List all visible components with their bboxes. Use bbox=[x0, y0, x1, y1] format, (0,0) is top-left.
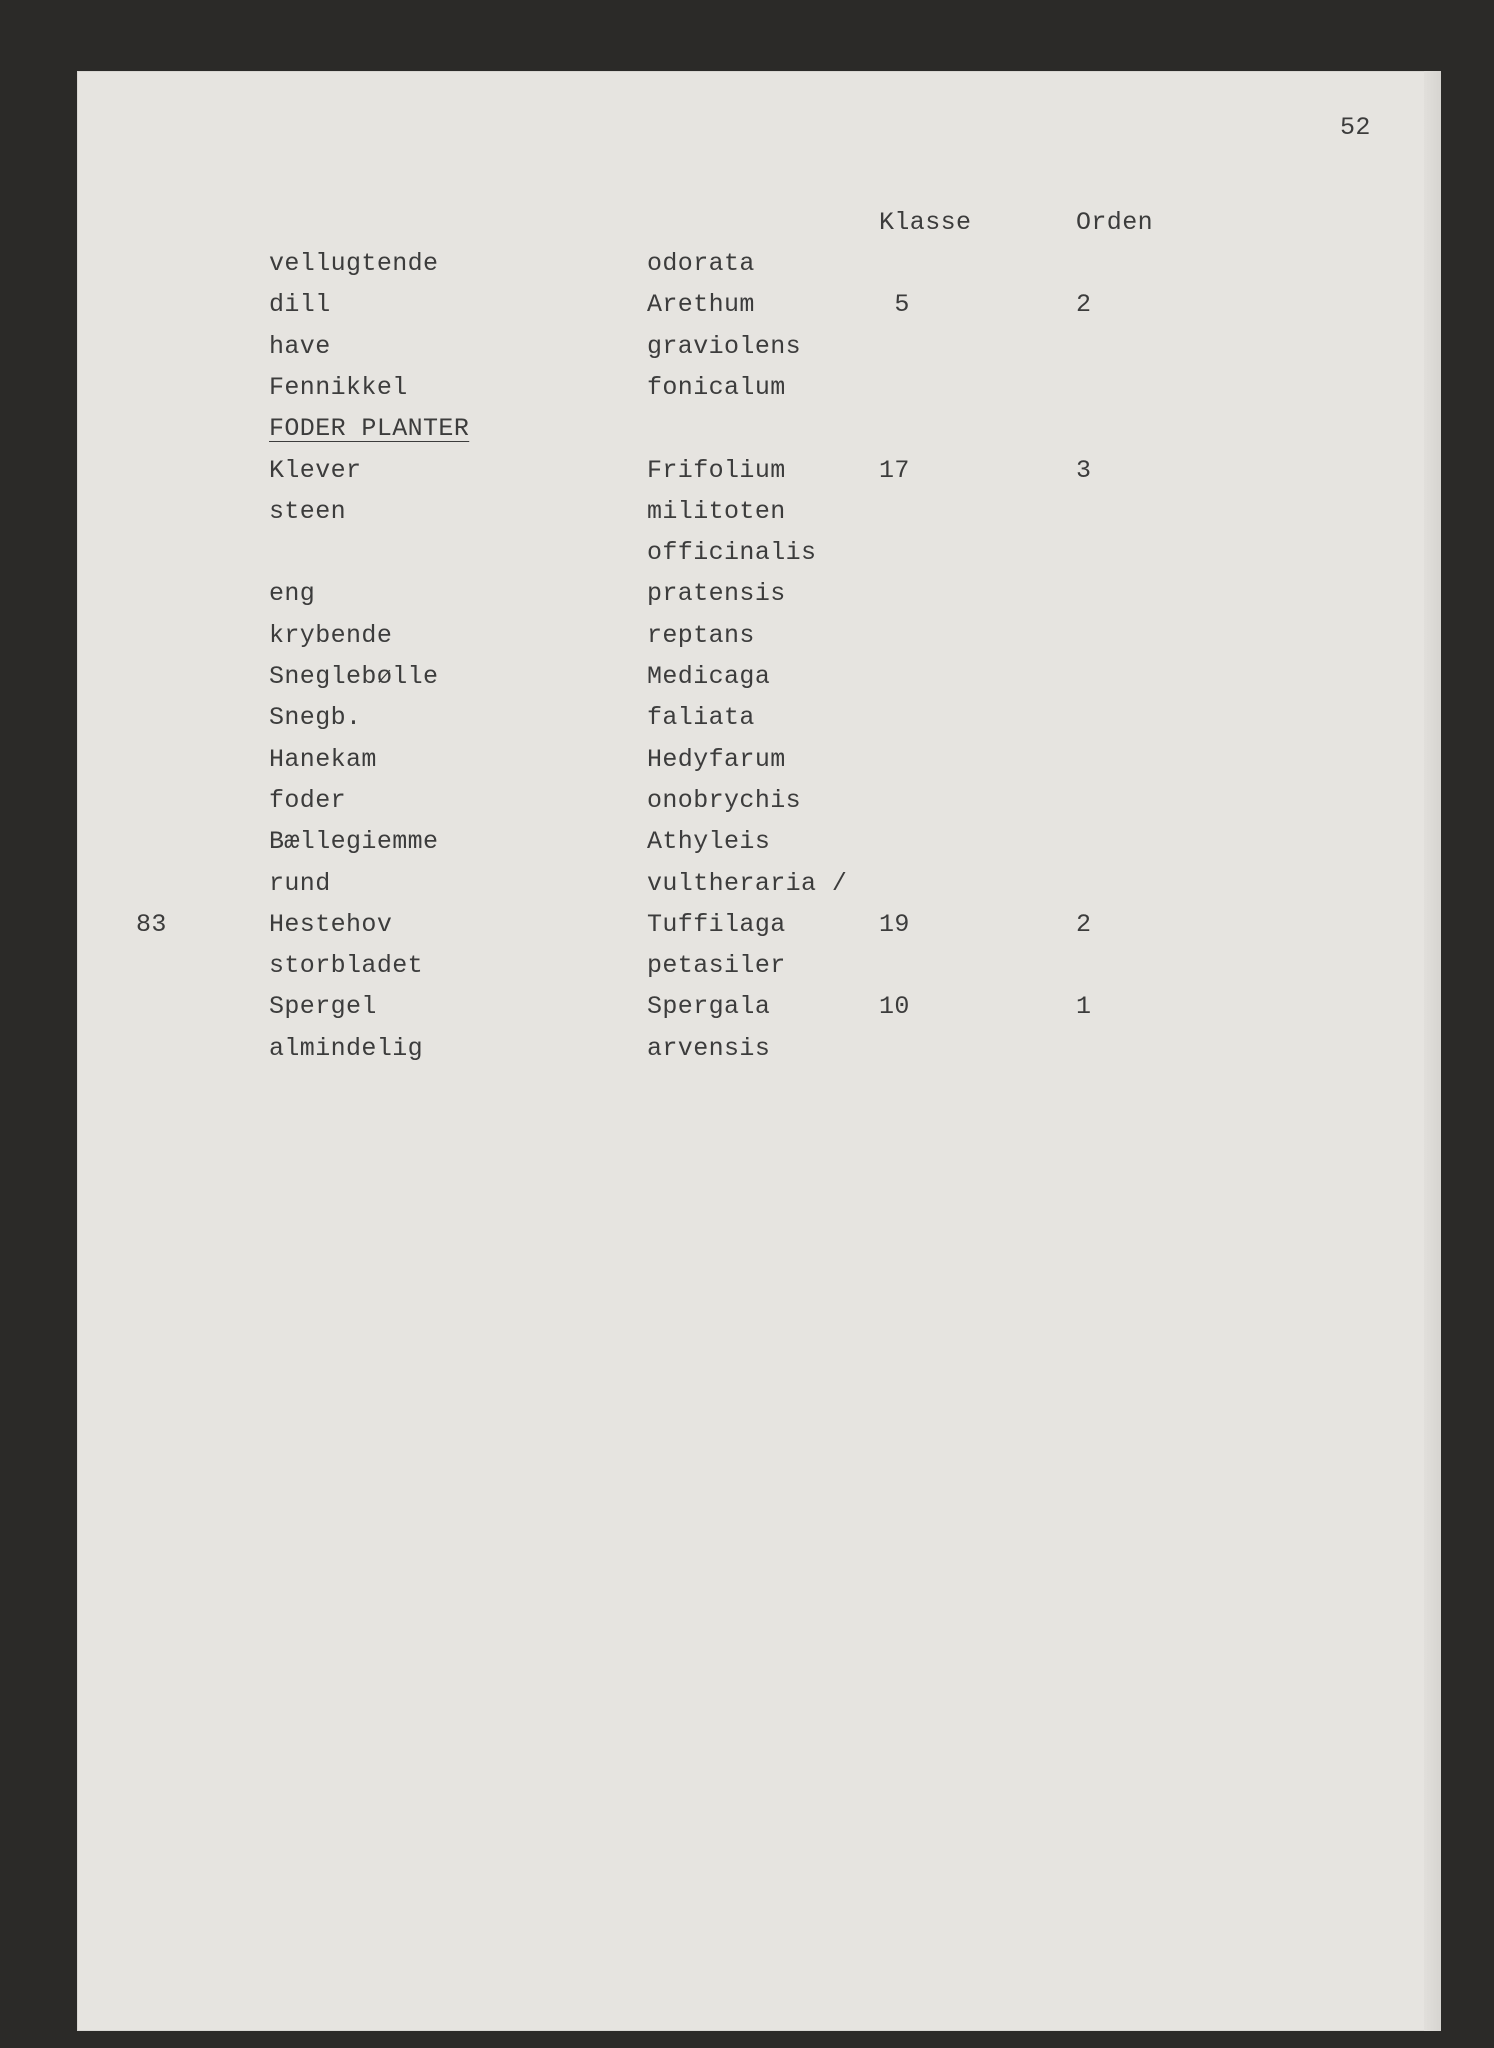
row-latin: fonicalum bbox=[647, 373, 786, 402]
row-name: Klever bbox=[269, 456, 362, 485]
row-num: 83 bbox=[136, 910, 167, 939]
row-latin: Spergala bbox=[647, 992, 771, 1021]
row-name: dill bbox=[269, 290, 331, 319]
row-latin: graviolens bbox=[647, 332, 802, 361]
row-name: have bbox=[269, 332, 331, 361]
row-name: eng bbox=[269, 579, 316, 608]
row-name: Hestehov bbox=[269, 910, 393, 939]
row-latin: reptans bbox=[647, 621, 755, 650]
row-name: Fennikkel bbox=[269, 373, 408, 402]
header-orden: Orden bbox=[1076, 208, 1154, 237]
row-name: Hanekam bbox=[269, 745, 377, 774]
row-klasse: 10 bbox=[879, 992, 910, 1021]
row-latin: Arethum bbox=[647, 290, 755, 319]
row-latin: pratensis bbox=[647, 579, 786, 608]
row-latin: militoten bbox=[647, 497, 786, 526]
row-name: Spergel bbox=[269, 992, 377, 1021]
header-klasse: Klasse bbox=[879, 208, 972, 237]
row-name: Sneglebølle bbox=[269, 662, 439, 691]
row-latin: faliata bbox=[647, 703, 755, 732]
row-latin: Athyleis bbox=[647, 827, 771, 856]
row-klasse: 19 bbox=[879, 910, 910, 939]
row-orden: 2 bbox=[1076, 290, 1092, 319]
row-name: rund bbox=[269, 869, 331, 898]
row-latin: Hedyfarum bbox=[647, 745, 786, 774]
row-name: FODER PLANTER bbox=[269, 414, 470, 443]
row-name: vellugtende bbox=[269, 249, 439, 278]
row-latin: Frifolium bbox=[647, 456, 786, 485]
row-name: storbladet bbox=[269, 951, 424, 980]
row-latin: petasiler bbox=[647, 951, 786, 980]
row-latin: Tuffilaga bbox=[647, 910, 786, 939]
row-klasse: 17 bbox=[879, 456, 910, 485]
row-orden: 1 bbox=[1076, 992, 1092, 1021]
row-latin: vultheraria / bbox=[647, 869, 848, 898]
row-orden: 2 bbox=[1076, 910, 1092, 939]
row-latin: onobrychis bbox=[647, 786, 802, 815]
row-name: krybende bbox=[269, 621, 393, 650]
page-edge bbox=[1424, 71, 1441, 2031]
row-name: steen bbox=[269, 497, 347, 526]
row-latin: officinalis bbox=[647, 538, 817, 567]
row-latin: odorata bbox=[647, 249, 755, 278]
row-name: foder bbox=[269, 786, 347, 815]
row-name: almindelig bbox=[269, 1034, 424, 1063]
row-name: Bællegiemme bbox=[269, 827, 439, 856]
row-latin: Medicaga bbox=[647, 662, 771, 691]
page-number: 52 bbox=[1340, 113, 1371, 142]
row-klasse: 5 bbox=[879, 290, 910, 319]
row-name: Snegb. bbox=[269, 703, 362, 732]
row-latin: arvensis bbox=[647, 1034, 771, 1063]
row-orden: 3 bbox=[1076, 456, 1092, 485]
